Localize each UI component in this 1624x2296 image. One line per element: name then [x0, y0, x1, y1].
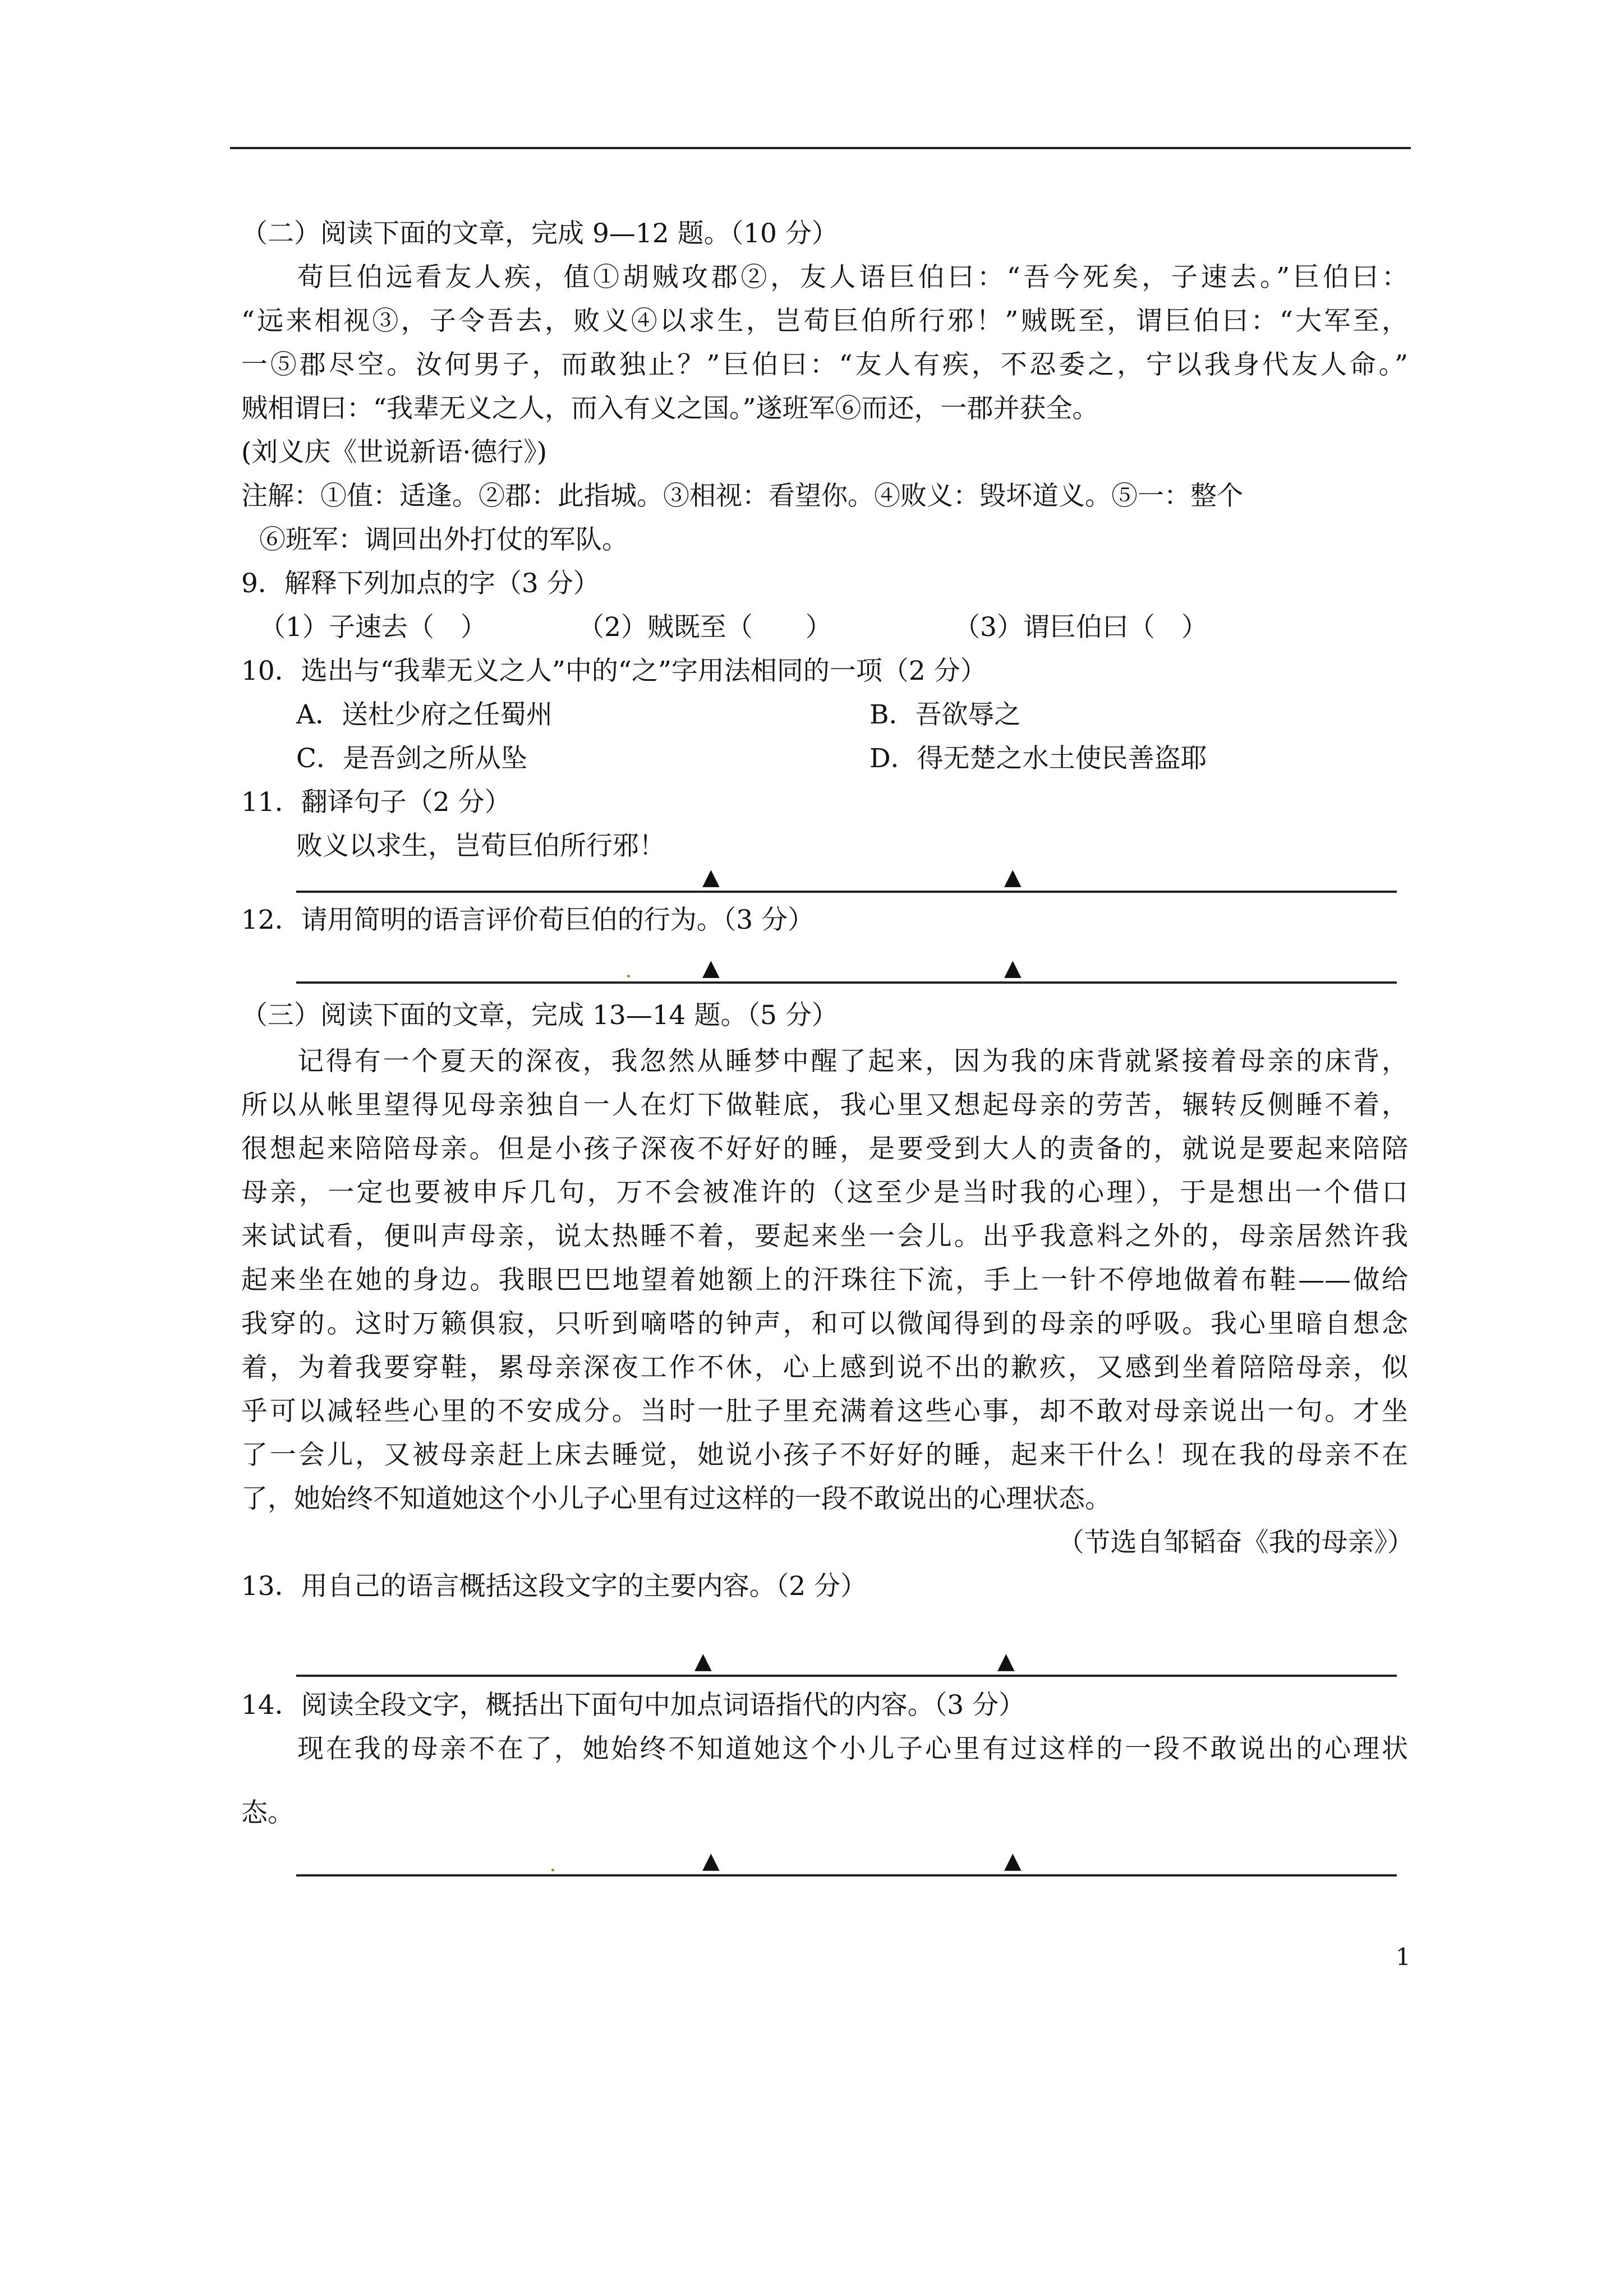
q10-option-b: B．吾欲辱之: [869, 699, 1021, 730]
page-number: 1: [1396, 1943, 1411, 1971]
passage-source: （节选自邹韬奋《我的母亲》）: [1057, 1527, 1414, 1558]
answer-marker: ▲: [997, 1648, 1015, 1674]
answer-marker: ▲: [1004, 1848, 1022, 1874]
passage-line: 贼相谓曰：“我辈无义之人，而入有义之国。”遂班军⑥而还，一郡并获全。: [241, 393, 1099, 424]
passage-line: 记得有一个夏天的深夜，我忽然从睡梦中醒了起来，因为我的床背就紧接着母亲的床背，: [297, 1046, 1408, 1077]
q13-stem: 13．用自己的语言概括这段文字的主要内容。（2 分）: [241, 1571, 867, 1602]
q14-stem: 14．阅读全段文字，概括出下面句中加点词语指代的内容。（3 分）: [241, 1690, 1025, 1721]
passage-line: 我穿的。这时万籁俱寂，只听到嘀嗒的钟声，和可以微闻得到的母亲的呼吸。我心里暗自想念: [241, 1308, 1408, 1339]
q11-stem: 11．翻译句子（2 分）: [241, 787, 511, 818]
q10-option-d: D．得无楚之水土使民善盗耶: [869, 743, 1207, 774]
answer-line[interactable]: [296, 981, 1397, 984]
answer-marker: ▲: [702, 955, 720, 981]
passage-line: 母亲，一定也要被申斥几句，万不会被准许的（这至少是当时我的心理），于是想出一个借口: [241, 1177, 1408, 1208]
q14-sentence: 态。: [241, 1797, 294, 1828]
q11-sentence: 败义以求生，岂荀巨伯所行邪！: [296, 831, 665, 861]
notes-line: ⑥班军：调回出外打仗的军队。: [259, 524, 628, 555]
q9-item-1: （1）子速去（ ）: [259, 612, 487, 643]
section2-heading: （二）阅读下面的文章，完成 9—12 题。（10 分）: [241, 218, 838, 249]
stray-dot: [627, 975, 630, 978]
q9-item-2: （2）贼既至（ ）: [578, 612, 832, 643]
answer-marker: ▲: [702, 864, 720, 890]
answer-line[interactable]: [296, 891, 1397, 893]
section3-heading: （三）阅读下面的文章，完成 13—14 题。（5 分）: [241, 1000, 838, 1031]
answer-line[interactable]: [296, 1874, 1397, 1877]
passage-line: 一⑤郡尽空。汝何男子，而敢独止？”巨伯曰：“友人有疾，不忍委之，宁以我身代友人命。”: [241, 349, 1408, 380]
passage-line: 着，为着我要穿鞋，累母亲深夜工作不休，心上感到说不出的歉疚，又感到坐着陪陪母亲，似: [241, 1352, 1408, 1383]
stray-dot: [551, 1869, 554, 1871]
q10-stem: 10．选出与“我辈无义之人”中的“之”字用法相同的一项（2 分）: [241, 656, 987, 686]
passage-source: (刘义庆《世说新语·德行》): [241, 437, 548, 468]
passage-line: 了一会儿，又被母亲赶上床去睡觉，她说小孩子不好好的睡，起来干什么！现在我的母亲不在: [241, 1440, 1408, 1470]
passage-line: 了，她始终不知道她这个小儿子心里有过这样的一段不敢说出的心理状态。: [241, 1483, 1111, 1514]
passage-line: 很想起来陪陪母亲。但是小孩子深夜不好好的睡，是要受到大人的责备的，就说是要起来陪陪: [241, 1133, 1408, 1164]
answer-marker: ▲: [694, 1648, 712, 1674]
passage-line: 所以从帐里望得见母亲独自一人在灯下做鞋底，我心里又想起母亲的劳苦，辗转反侧睡不着，: [241, 1090, 1408, 1121]
passage-line: 乎可以减轻些心里的不安成分。当时一肚子里充满着这些心事，却不敢对母亲说出一句。才坐: [241, 1396, 1408, 1427]
q9-item-3: （3）谓巨伯曰（ ）: [954, 612, 1208, 643]
notes-line: 注解：①值：适逢。②郡：此指城。③相视：看望你。④败义：毁坏道义。⑤一：整个: [241, 481, 1243, 511]
answer-marker: ▲: [702, 1848, 720, 1874]
header-rule: [230, 147, 1411, 149]
answer-marker: ▲: [1004, 864, 1022, 890]
q9-stem: 9．解释下列加点的字（3 分）: [241, 568, 600, 599]
passage-line: 荀巨伯远看友人疾，值①胡贼攻郡②，友人语巨伯曰：“吾今死矣，子速去。”巨伯曰：: [297, 262, 1408, 293]
q14-sentence: 现在我的母亲不在了，她始终不知道她这个小儿子心里有过这样的一段不敢说出的心理状: [297, 1733, 1408, 1764]
answer-line[interactable]: [296, 1675, 1397, 1677]
q10-option-a: A．送杜少府之任蜀州: [296, 699, 553, 730]
q12-stem: 12．请用简明的语言评价荀巨伯的行为。（3 分）: [241, 905, 815, 935]
passage-line: 起来坐在她的身边。我眼巴巴地望着她额上的汗珠往下流，手上一针不停地做着布鞋——做给: [241, 1265, 1408, 1295]
passage-line: “远来相视③，子令吾去，败义④以求生，岂荀巨伯所行邪！”贼既至，谓巨伯曰：“大军至，: [241, 306, 1408, 336]
passage-line: 来试试看，便叫声母亲，说太热睡不着，要起来坐一会儿。出乎我意料之外的，母亲居然许我: [241, 1221, 1408, 1252]
answer-marker: ▲: [1004, 955, 1022, 981]
q10-option-c: C．是吾剑之所从坠: [296, 743, 527, 774]
